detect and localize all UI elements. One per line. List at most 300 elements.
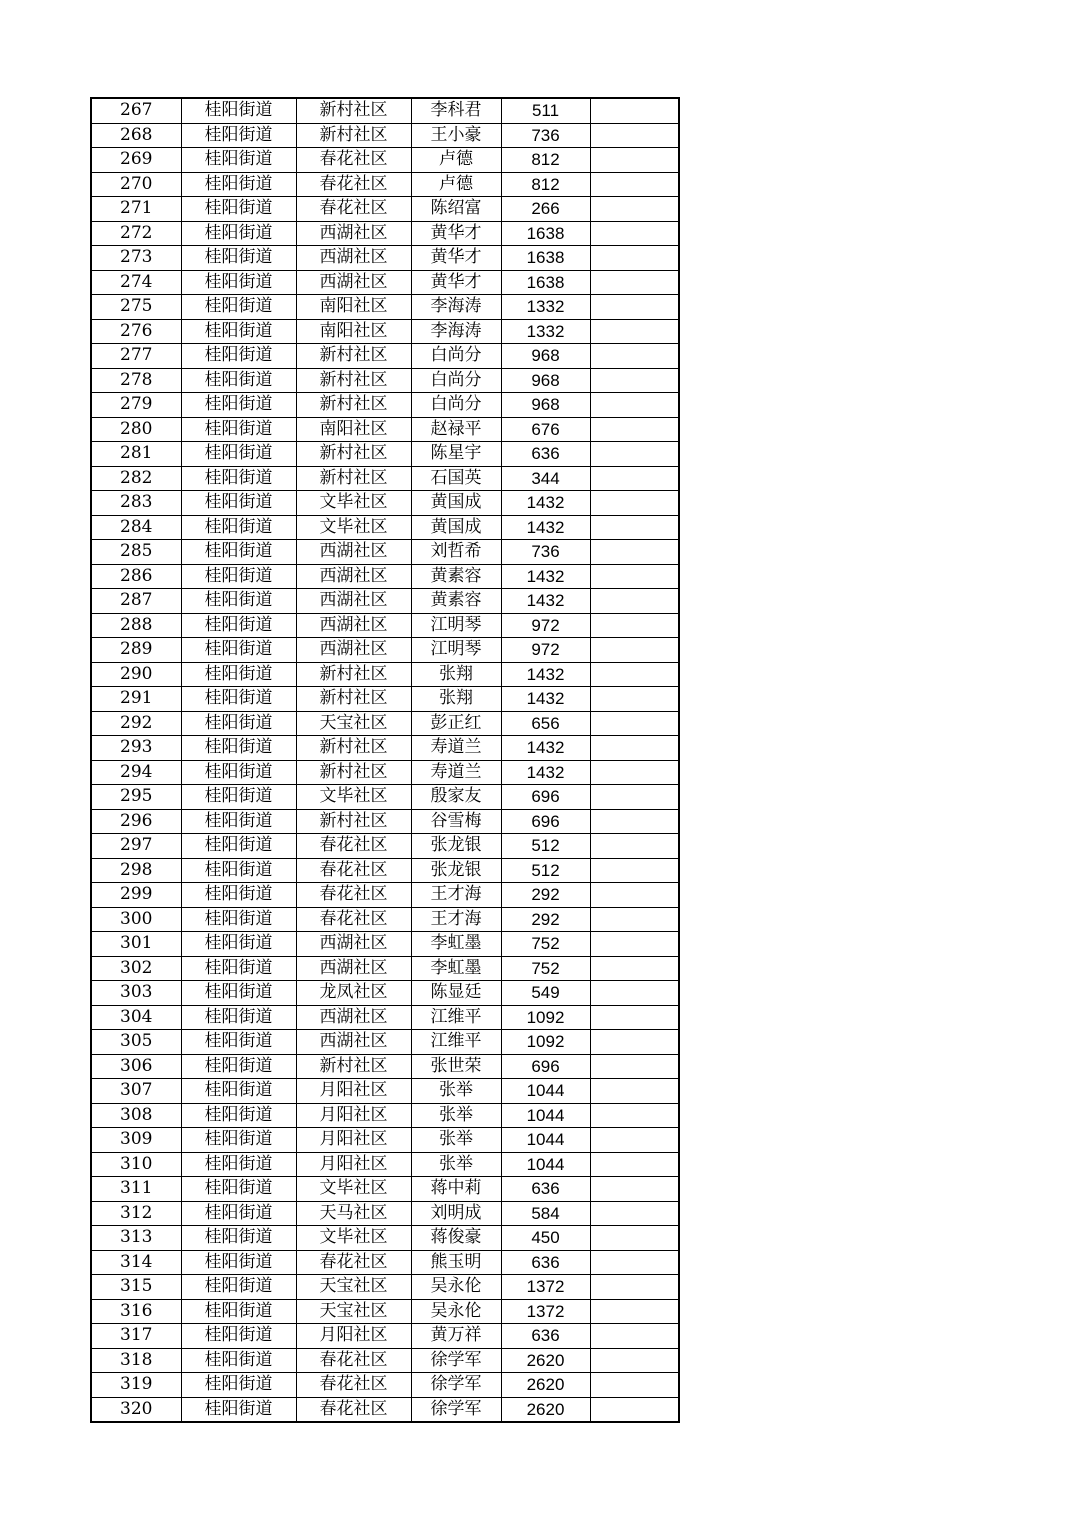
person-name-cell: 李科君 <box>411 98 501 123</box>
community-cell: 新村社区 <box>296 344 411 369</box>
community-cell: 月阳社区 <box>296 1152 411 1177</box>
street-cell: 桂阳街道 <box>181 809 296 834</box>
blank-cell <box>590 1397 679 1422</box>
blank-cell <box>590 1079 679 1104</box>
community-cell: 春花社区 <box>296 172 411 197</box>
amount-cell: 584 <box>501 1201 590 1226</box>
row-number-cell: 314 <box>91 1250 181 1275</box>
street-cell: 桂阳街道 <box>181 442 296 467</box>
row-number-cell: 305 <box>91 1030 181 1055</box>
street-cell: 桂阳街道 <box>181 907 296 932</box>
street-cell: 桂阳街道 <box>181 417 296 442</box>
row-number-cell: 301 <box>91 932 181 957</box>
row-number-cell: 272 <box>91 221 181 246</box>
blank-cell <box>590 1299 679 1324</box>
table-row <box>91 858 679 883</box>
row-number-cell: 300 <box>91 907 181 932</box>
table-row <box>91 442 679 467</box>
row-number-cell: 307 <box>91 1079 181 1104</box>
street-cell: 桂阳街道 <box>181 515 296 540</box>
table-row <box>91 1324 679 1349</box>
person-name-cell: 蒋俊豪 <box>411 1226 501 1251</box>
blank-cell <box>590 1201 679 1226</box>
row-number-cell: 302 <box>91 956 181 981</box>
table-row <box>91 662 679 687</box>
row-number-cell: 299 <box>91 883 181 908</box>
community-cell: 新村社区 <box>296 687 411 712</box>
blank-cell <box>590 221 679 246</box>
table-row <box>91 638 679 663</box>
blank-cell <box>590 785 679 810</box>
amount-cell: 968 <box>501 344 590 369</box>
person-name-cell: 江明琴 <box>411 613 501 638</box>
amount-cell: 2620 <box>501 1397 590 1422</box>
community-cell: 春花社区 <box>296 1250 411 1275</box>
person-name-cell: 黄华才 <box>411 221 501 246</box>
person-name-cell: 谷雪梅 <box>411 809 501 834</box>
community-cell: 西湖社区 <box>296 956 411 981</box>
table-row <box>91 270 679 295</box>
amount-cell: 812 <box>501 172 590 197</box>
person-name-cell: 张世荣 <box>411 1054 501 1079</box>
street-cell: 桂阳街道 <box>181 687 296 712</box>
amount-cell: 1432 <box>501 736 590 761</box>
amount-cell: 1432 <box>501 564 590 589</box>
table-row <box>91 956 679 981</box>
row-number-cell: 304 <box>91 1005 181 1030</box>
person-name-cell: 黄国成 <box>411 515 501 540</box>
street-cell: 桂阳街道 <box>181 466 296 491</box>
amount-cell: 696 <box>501 1054 590 1079</box>
table-row <box>91 1373 679 1398</box>
row-number-cell: 311 <box>91 1177 181 1202</box>
blank-cell <box>590 956 679 981</box>
amount-cell: 512 <box>501 834 590 859</box>
street-cell: 桂阳街道 <box>181 197 296 222</box>
blank-cell <box>590 907 679 932</box>
row-number-cell: 282 <box>91 466 181 491</box>
table-row <box>91 221 679 246</box>
street-cell: 桂阳街道 <box>181 221 296 246</box>
row-number-cell: 296 <box>91 809 181 834</box>
amount-cell: 812 <box>501 148 590 173</box>
amount-cell: 292 <box>501 883 590 908</box>
person-name-cell: 黄华才 <box>411 246 501 271</box>
table-row <box>91 98 679 123</box>
person-name-cell: 陈星宇 <box>411 442 501 467</box>
table-row <box>91 785 679 810</box>
amount-cell: 549 <box>501 981 590 1006</box>
amount-cell: 1044 <box>501 1103 590 1128</box>
blank-cell <box>590 1348 679 1373</box>
table-row <box>91 809 679 834</box>
table-row <box>91 1152 679 1177</box>
community-cell: 春花社区 <box>296 858 411 883</box>
amount-cell: 968 <box>501 368 590 393</box>
table-row <box>91 1054 679 1079</box>
row-number-cell: 290 <box>91 662 181 687</box>
table-body <box>91 98 679 1422</box>
blank-cell <box>590 932 679 957</box>
table-row <box>91 466 679 491</box>
community-cell: 春花社区 <box>296 834 411 859</box>
street-cell: 桂阳街道 <box>181 1299 296 1324</box>
person-name-cell: 王才海 <box>411 883 501 908</box>
community-cell: 月阳社区 <box>296 1079 411 1104</box>
table-row <box>91 613 679 638</box>
community-cell: 西湖社区 <box>296 613 411 638</box>
amount-cell: 752 <box>501 956 590 981</box>
amount-cell: 1044 <box>501 1128 590 1153</box>
street-cell: 桂阳街道 <box>181 148 296 173</box>
person-name-cell: 刘明成 <box>411 1201 501 1226</box>
table-row <box>91 760 679 785</box>
blank-cell <box>590 172 679 197</box>
amount-cell: 1092 <box>501 1030 590 1055</box>
amount-cell: 1332 <box>501 319 590 344</box>
blank-cell <box>590 858 679 883</box>
street-cell: 桂阳街道 <box>181 1348 296 1373</box>
community-cell: 文毕社区 <box>296 1226 411 1251</box>
community-cell: 春花社区 <box>296 907 411 932</box>
person-name-cell: 卢德 <box>411 148 501 173</box>
street-cell: 桂阳街道 <box>181 1275 296 1300</box>
street-cell: 桂阳街道 <box>181 736 296 761</box>
amount-cell: 696 <box>501 785 590 810</box>
amount-cell: 636 <box>501 442 590 467</box>
community-cell: 西湖社区 <box>296 564 411 589</box>
blank-cell <box>590 466 679 491</box>
person-name-cell: 徐学军 <box>411 1397 501 1422</box>
street-cell: 桂阳街道 <box>181 638 296 663</box>
blank-cell <box>590 1177 679 1202</box>
street-cell: 桂阳街道 <box>181 319 296 344</box>
community-cell: 春花社区 <box>296 197 411 222</box>
blank-cell <box>590 564 679 589</box>
blank-cell <box>590 834 679 859</box>
street-cell: 桂阳街道 <box>181 270 296 295</box>
street-cell: 桂阳街道 <box>181 981 296 1006</box>
person-name-cell: 张翔 <box>411 662 501 687</box>
blank-cell <box>590 515 679 540</box>
table-row <box>91 932 679 957</box>
row-number-cell: 306 <box>91 1054 181 1079</box>
person-name-cell: 江明琴 <box>411 638 501 663</box>
person-name-cell: 张举 <box>411 1152 501 1177</box>
table-row <box>91 1030 679 1055</box>
street-cell: 桂阳街道 <box>181 540 296 565</box>
amount-cell: 1044 <box>501 1152 590 1177</box>
blank-cell <box>590 736 679 761</box>
amount-cell: 1432 <box>501 760 590 785</box>
amount-cell: 292 <box>501 907 590 932</box>
person-name-cell: 张举 <box>411 1079 501 1104</box>
row-number-cell: 293 <box>91 736 181 761</box>
table-row <box>91 1201 679 1226</box>
blank-cell <box>590 1128 679 1153</box>
table-row <box>91 1275 679 1300</box>
street-cell: 桂阳街道 <box>181 1250 296 1275</box>
community-cell: 新村社区 <box>296 442 411 467</box>
row-number-cell: 316 <box>91 1299 181 1324</box>
row-number-cell: 278 <box>91 368 181 393</box>
community-cell: 新村社区 <box>296 1054 411 1079</box>
row-number-cell: 317 <box>91 1324 181 1349</box>
blank-cell <box>590 442 679 467</box>
table-row <box>91 295 679 320</box>
person-name-cell: 张龙银 <box>411 834 501 859</box>
community-cell: 春花社区 <box>296 148 411 173</box>
person-name-cell: 熊玉明 <box>411 1250 501 1275</box>
amount-cell: 511 <box>501 98 590 123</box>
community-cell: 西湖社区 <box>296 932 411 957</box>
street-cell: 桂阳街道 <box>181 1201 296 1226</box>
table-row <box>91 907 679 932</box>
amount-cell: 696 <box>501 809 590 834</box>
community-cell: 月阳社区 <box>296 1324 411 1349</box>
street-cell: 桂阳街道 <box>181 956 296 981</box>
street-cell: 桂阳街道 <box>181 785 296 810</box>
amount-cell: 2620 <box>501 1373 590 1398</box>
table-row <box>91 1177 679 1202</box>
street-cell: 桂阳街道 <box>181 1397 296 1422</box>
person-name-cell: 陈显廷 <box>411 981 501 1006</box>
community-cell: 春花社区 <box>296 1397 411 1422</box>
table-row <box>91 883 679 908</box>
amount-cell: 512 <box>501 858 590 883</box>
community-cell: 文毕社区 <box>296 1177 411 1202</box>
person-name-cell: 王才海 <box>411 907 501 932</box>
table-row <box>91 736 679 761</box>
row-number-cell: 294 <box>91 760 181 785</box>
community-cell: 龙凤社区 <box>296 981 411 1006</box>
row-number-cell: 292 <box>91 711 181 736</box>
community-cell: 西湖社区 <box>296 638 411 663</box>
table-row <box>91 687 679 712</box>
community-cell: 西湖社区 <box>296 270 411 295</box>
person-name-cell: 白尚分 <box>411 368 501 393</box>
table-row <box>91 1250 679 1275</box>
blank-cell <box>590 98 679 123</box>
community-cell: 春花社区 <box>296 1348 411 1373</box>
community-cell: 新村社区 <box>296 466 411 491</box>
amount-cell: 1638 <box>501 270 590 295</box>
row-number-cell: 269 <box>91 148 181 173</box>
blank-cell <box>590 344 679 369</box>
community-cell: 天马社区 <box>296 1201 411 1226</box>
amount-cell: 1372 <box>501 1275 590 1300</box>
person-name-cell: 李海涛 <box>411 295 501 320</box>
street-cell: 桂阳街道 <box>181 932 296 957</box>
street-cell: 桂阳街道 <box>181 491 296 516</box>
amount-cell: 1332 <box>501 295 590 320</box>
person-name-cell: 卢德 <box>411 172 501 197</box>
community-cell: 西湖社区 <box>296 1030 411 1055</box>
row-number-cell: 319 <box>91 1373 181 1398</box>
community-cell: 新村社区 <box>296 736 411 761</box>
amount-cell: 1638 <box>501 221 590 246</box>
blank-cell <box>590 613 679 638</box>
row-number-cell: 275 <box>91 295 181 320</box>
blank-cell <box>590 1030 679 1055</box>
street-cell: 桂阳街道 <box>181 295 296 320</box>
blank-cell <box>590 148 679 173</box>
blank-cell <box>590 883 679 908</box>
table-row <box>91 319 679 344</box>
street-cell: 桂阳街道 <box>181 662 296 687</box>
table-row <box>91 417 679 442</box>
person-name-cell: 李海涛 <box>411 319 501 344</box>
street-cell: 桂阳街道 <box>181 1373 296 1398</box>
row-number-cell: 285 <box>91 540 181 565</box>
person-name-cell: 张翔 <box>411 687 501 712</box>
amount-cell: 636 <box>501 1324 590 1349</box>
street-cell: 桂阳街道 <box>181 1226 296 1251</box>
blank-cell <box>590 197 679 222</box>
table-row <box>91 564 679 589</box>
row-number-cell: 308 <box>91 1103 181 1128</box>
row-number-cell: 279 <box>91 393 181 418</box>
person-name-cell: 赵禄平 <box>411 417 501 442</box>
street-cell: 桂阳街道 <box>181 564 296 589</box>
table-row <box>91 246 679 271</box>
person-name-cell: 吴永伦 <box>411 1299 501 1324</box>
blank-cell <box>590 1250 679 1275</box>
street-cell: 桂阳街道 <box>181 883 296 908</box>
amount-cell: 968 <box>501 393 590 418</box>
person-name-cell: 王小豪 <box>411 123 501 148</box>
row-number-cell: 310 <box>91 1152 181 1177</box>
community-cell: 文毕社区 <box>296 491 411 516</box>
blank-cell <box>590 540 679 565</box>
table-row <box>91 981 679 1006</box>
row-number-cell: 287 <box>91 589 181 614</box>
street-cell: 桂阳街道 <box>181 711 296 736</box>
person-name-cell: 殷家友 <box>411 785 501 810</box>
table-row <box>91 540 679 565</box>
amount-cell: 972 <box>501 613 590 638</box>
table-row <box>91 197 679 222</box>
table-row <box>91 172 679 197</box>
table-row <box>91 123 679 148</box>
street-cell: 桂阳街道 <box>181 613 296 638</box>
row-number-cell: 288 <box>91 613 181 638</box>
amount-cell: 752 <box>501 932 590 957</box>
table-row <box>91 1079 679 1104</box>
street-cell: 桂阳街道 <box>181 1005 296 1030</box>
blank-cell <box>590 270 679 295</box>
amount-cell: 972 <box>501 638 590 663</box>
community-cell: 西湖社区 <box>296 589 411 614</box>
blank-cell <box>590 1373 679 1398</box>
table-row <box>91 515 679 540</box>
amount-cell: 1432 <box>501 687 590 712</box>
community-cell: 新村社区 <box>296 98 411 123</box>
row-number-cell: 271 <box>91 197 181 222</box>
person-name-cell: 黄万祥 <box>411 1324 501 1349</box>
community-cell: 月阳社区 <box>296 1128 411 1153</box>
table-row <box>91 1226 679 1251</box>
person-name-cell: 张举 <box>411 1128 501 1153</box>
community-cell: 文毕社区 <box>296 785 411 810</box>
amount-cell: 1432 <box>501 589 590 614</box>
blank-cell <box>590 1324 679 1349</box>
row-number-cell: 320 <box>91 1397 181 1422</box>
blank-cell <box>590 662 679 687</box>
person-name-cell: 徐学军 <box>411 1348 501 1373</box>
row-number-cell: 297 <box>91 834 181 859</box>
table-row <box>91 1005 679 1030</box>
person-name-cell: 白尚分 <box>411 393 501 418</box>
table-row <box>91 834 679 859</box>
street-cell: 桂阳街道 <box>181 1152 296 1177</box>
community-cell: 新村社区 <box>296 393 411 418</box>
person-name-cell: 陈绍富 <box>411 197 501 222</box>
community-cell: 月阳社区 <box>296 1103 411 1128</box>
person-name-cell: 白尚分 <box>411 344 501 369</box>
row-number-cell: 276 <box>91 319 181 344</box>
person-name-cell: 刘哲希 <box>411 540 501 565</box>
blank-cell <box>590 393 679 418</box>
street-cell: 桂阳街道 <box>181 368 296 393</box>
blank-cell <box>590 1226 679 1251</box>
row-number-cell: 270 <box>91 172 181 197</box>
blank-cell <box>590 809 679 834</box>
community-cell: 西湖社区 <box>296 246 411 271</box>
blank-cell <box>590 589 679 614</box>
person-name-cell: 黄素容 <box>411 564 501 589</box>
table-row <box>91 589 679 614</box>
blank-cell <box>590 319 679 344</box>
blank-cell <box>590 711 679 736</box>
blank-cell <box>590 368 679 393</box>
amount-cell: 344 <box>501 466 590 491</box>
person-name-cell: 蒋中莉 <box>411 1177 501 1202</box>
row-number-cell: 309 <box>91 1128 181 1153</box>
table-row <box>91 1299 679 1324</box>
amount-cell: 1432 <box>501 491 590 516</box>
blank-cell <box>590 981 679 1006</box>
street-cell: 桂阳街道 <box>181 1054 296 1079</box>
blank-cell <box>590 295 679 320</box>
amount-cell: 1044 <box>501 1079 590 1104</box>
amount-cell: 656 <box>501 711 590 736</box>
blank-cell <box>590 1054 679 1079</box>
blank-cell <box>590 1275 679 1300</box>
table-row <box>91 393 679 418</box>
blank-cell <box>590 638 679 663</box>
community-cell: 新村社区 <box>296 123 411 148</box>
community-cell: 南阳社区 <box>296 319 411 344</box>
community-cell: 新村社区 <box>296 368 411 393</box>
street-cell: 桂阳街道 <box>181 246 296 271</box>
amount-cell: 450 <box>501 1226 590 1251</box>
community-cell: 新村社区 <box>296 662 411 687</box>
amount-cell: 636 <box>501 1177 590 1202</box>
row-number-cell: 286 <box>91 564 181 589</box>
community-cell: 南阳社区 <box>296 295 411 320</box>
street-cell: 桂阳街道 <box>181 393 296 418</box>
table-row <box>91 1128 679 1153</box>
person-name-cell: 张举 <box>411 1103 501 1128</box>
amount-cell: 1638 <box>501 246 590 271</box>
community-cell: 新村社区 <box>296 760 411 785</box>
person-name-cell: 江维平 <box>411 1005 501 1030</box>
row-number-cell: 289 <box>91 638 181 663</box>
community-cell: 西湖社区 <box>296 540 411 565</box>
person-name-cell: 寿道兰 <box>411 760 501 785</box>
person-name-cell: 石国英 <box>411 466 501 491</box>
